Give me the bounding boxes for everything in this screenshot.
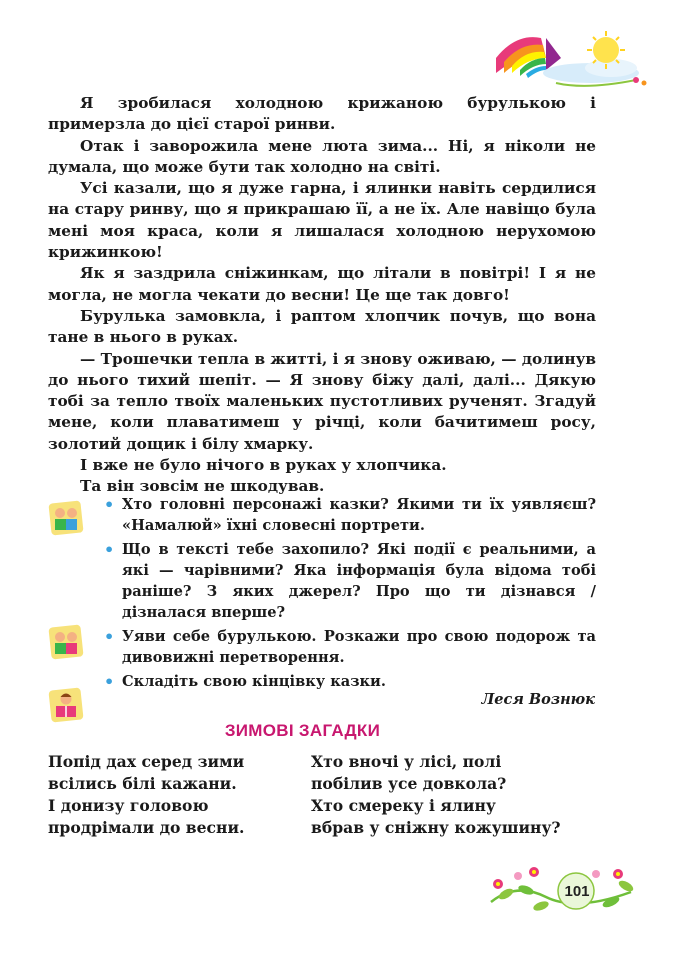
story-paragraph: Бурулька замовкла, і раптом хлопчик почув, що вона тане в нього в руках. — [48, 306, 596, 347]
rainbow-sun-decoration — [486, 28, 656, 98]
question-item: • Уяви себе бурулькою. Розкажи про свою подорож та дивовижні перетворення. — [104, 626, 596, 668]
reading-children-icon — [48, 624, 84, 660]
question-item: • Складіть свою кінцівку казки. — [104, 671, 596, 692]
riddle-line: продрімали до весни. — [48, 818, 245, 837]
story-paragraph: І вже не було нічого в руках у хлопчика. — [80, 456, 447, 475]
riddle-line: Хто смереку і ялину — [311, 796, 496, 815]
section-title-text: ЗИМОВІ ЗАГАДКИ — [224, 721, 381, 740]
riddle-line: вбрав у сніжну кожушину? — [311, 818, 561, 837]
story-paragraph: Усі казали, що я дуже гарна, і ялинки навіть сердилися на стару ринву, що я прикрашаю її, а не їх. Але навіщо була мені моя краса, коли я лишалася холодною нерухомою крижинкою! — [48, 179, 596, 262]
story-paragraph: Я зробилася холодною крижаною бурулькою і примерзла до цієї старої ринви. — [48, 94, 596, 134]
reading-children-icon — [48, 500, 84, 536]
section-title — [0, 721, 681, 741]
reading-child-icon — [48, 687, 84, 723]
story-paragraph: Та він зовсім не шкодував. — [80, 477, 325, 496]
riddle-right — [311, 751, 561, 839]
story-paragraph: — Трошечки тепла в житті, і я знову оживаю, — долинув до нього тихий шепіт. — Я знову біжу далі, далі... Дякую тобі за тепло твоїх маленьких пустотливих рученят. Згадуй мене, коли плаватимеш у річці, коли бачитимеш росу, золотий дощик і білу хмарку. — [48, 349, 596, 453]
page-number: 101 — [564, 883, 590, 900]
riddle-line: побілив усе довкола? — [311, 774, 507, 793]
riddle-line: І донизу головою — [48, 796, 209, 815]
author-name: Леся Вознюк — [481, 691, 595, 708]
riddle-line: Хто вночі у лісі, полі — [311, 752, 502, 771]
questions-list — [104, 494, 596, 695]
story-text — [48, 93, 596, 498]
story-paragraph: Отак і заворожила мене люта зима... Ні, я ніколи не думала, що може бути так холодно на світі. — [48, 136, 596, 176]
question-item: • Хто головні персонажі казки? Якими ти їх уявляєш? «Намалюй» їхні словесні портрети. — [104, 494, 596, 536]
riddle-line: всілись білі кажани. — [48, 774, 237, 793]
riddle-line: Попід дах серед зими — [48, 752, 245, 771]
riddle-left — [48, 751, 244, 839]
question-item: • Що в тексті тебе захопило? Які події є реальними, а які — чарівними? Яка інформація була відома тобі раніше? З яких джерел? Про що ти дізнався / дізналася вперше? — [104, 539, 596, 623]
story-paragraph: Як я заздрила сніжинкам, що літали в повітрі! І я не могла, не могла чекати до весни! Це ще так довго! — [48, 264, 596, 304]
